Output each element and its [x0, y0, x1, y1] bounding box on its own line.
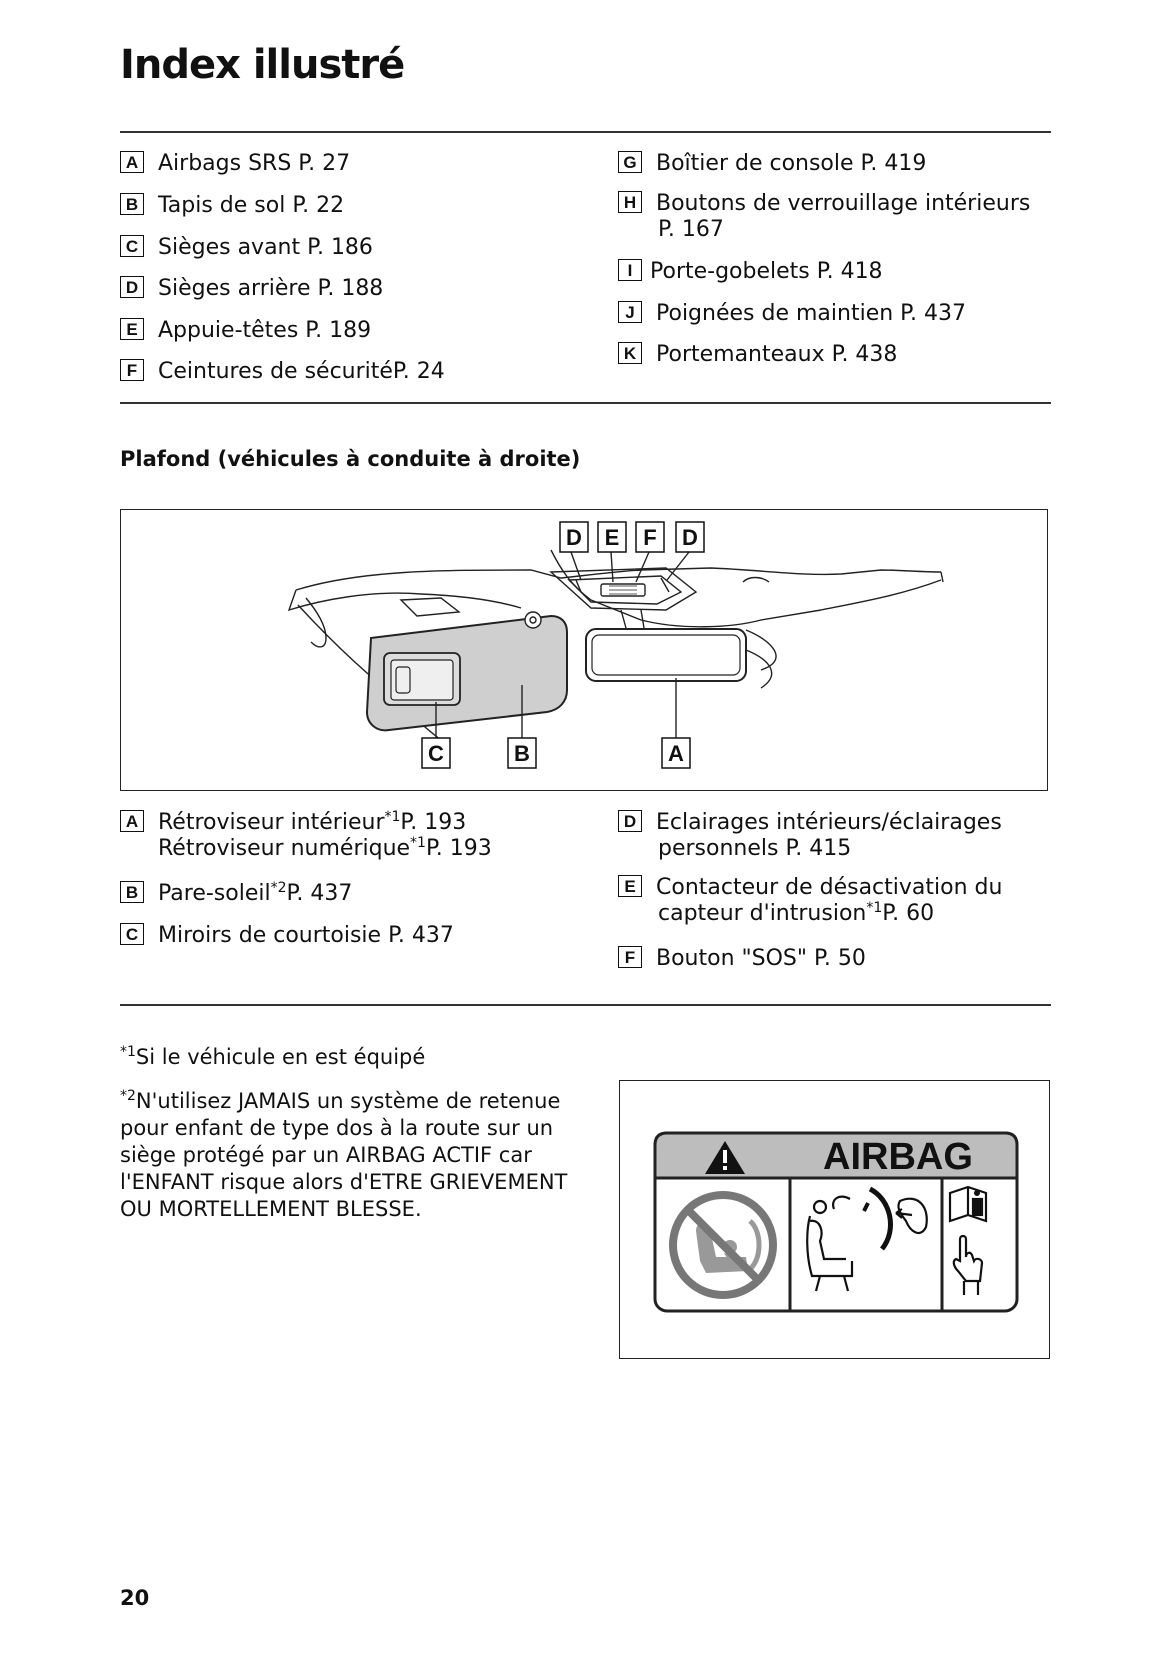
diagram-label: E [604, 525, 620, 550]
index-item-text: Boîtier de console P. 419 [656, 151, 927, 176]
ceiling-item-text: Miroirs de courtoisie P. 437 [158, 923, 454, 948]
key-badge: D [120, 276, 144, 298]
key-badge: F [618, 946, 642, 968]
ceiling-diagram [120, 509, 1048, 791]
index-item-text: Portemanteaux P. 438 [656, 342, 898, 367]
footnote-mark: *1 [410, 835, 426, 851]
airbag-warning-label [619, 1080, 1050, 1359]
footnote-1 [120, 1044, 570, 1071]
ceiling-item-text: Bouton "SOS" P. 50 [656, 946, 866, 971]
index-item [120, 318, 371, 344]
diagram-label: F [643, 525, 657, 550]
page-ref: P. 437 [286, 881, 353, 906]
index-item [120, 359, 445, 385]
footnote-text: N'utilisez JAMAIS un système de retenue pour enfant de type dos à la route sur un siège protégé par un AIRBAG ACTIF car l'ENFANT risque alors d'ETRE GRIEVEMENT OU MORTELLEMENT BLESSE. [120, 1089, 568, 1221]
ceiling-item-d [618, 810, 1002, 862]
index-item-text: Porte-gobelets P. 418 [650, 259, 883, 284]
diagram-label: D [566, 525, 582, 550]
key-badge: C [120, 923, 144, 945]
footnote-mark: *1 [120, 1044, 136, 1060]
key-badge: J [618, 301, 642, 323]
no-rear-facing-child-seat-icon [673, 1195, 773, 1295]
index-item-text: Appuie-têtes P. 189 [158, 318, 372, 343]
index-item [120, 151, 350, 177]
footnote-mark: *2 [120, 1088, 136, 1104]
airbag-label-graphic [620, 1081, 1049, 1358]
index-item-text-cont: P. 167 [658, 217, 724, 242]
diagram-label: C [428, 741, 444, 766]
index-item-text: Sièges avant P. 186 [158, 235, 373, 260]
ceiling-item-text: Rétroviseur numérique [158, 836, 411, 861]
ceiling-item-a [120, 810, 492, 862]
ceiling-item-e [618, 875, 1002, 927]
page-ref: P. 193 [400, 810, 467, 835]
key-badge: A [120, 810, 144, 832]
footnote-2 [120, 1088, 570, 1223]
index-item-text: Ceintures de sécuritéP. 24 [158, 359, 445, 384]
index-item-text: Airbags SRS P. 27 [158, 151, 351, 176]
divider [120, 402, 1051, 404]
index-item [618, 301, 966, 327]
index-item [618, 151, 926, 177]
divider [120, 1004, 1051, 1006]
divider [120, 131, 1051, 133]
index-item [618, 342, 897, 368]
index-item [120, 235, 373, 261]
ceiling-item-line2 [618, 901, 1002, 927]
ceiling-item-f [618, 946, 866, 972]
ceiling-item-text-cont: personnels P. 415 [658, 836, 852, 861]
diagram-label: B [514, 741, 530, 766]
index-item-text: Poignées de maintien P. 437 [656, 301, 966, 326]
key-badge: A [120, 151, 144, 173]
page-number: 20 [120, 1586, 150, 1610]
diagram-label: D [682, 525, 698, 550]
footnote-mark: *1 [384, 809, 401, 825]
page-ref: P. 60 [882, 901, 935, 926]
index-item [120, 276, 383, 302]
key-badge: B [120, 193, 144, 215]
ceiling-item-b [120, 881, 352, 907]
ceiling-item-line2 [120, 836, 492, 862]
diagram-label: A [668, 741, 684, 766]
index-item-text: Boutons de verrouillage intérieurs [656, 191, 1031, 216]
ceiling-item-text: Contacteur de désactivation du [656, 875, 1003, 900]
footnote-mark: *1 [866, 900, 883, 916]
footnote-mark: *2 [270, 880, 287, 896]
index-item [618, 191, 1030, 243]
key-badge: F [120, 359, 144, 381]
footnote-text: Si le véhicule en est équipé [135, 1045, 426, 1069]
index-item-text: Tapis de sol P. 22 [158, 193, 345, 218]
index-item [120, 193, 344, 219]
key-badge: B [120, 881, 144, 903]
key-badge: G [618, 151, 642, 173]
key-badge: D [618, 810, 642, 832]
page-ref: P. 193 [425, 836, 492, 861]
key-badge: E [618, 875, 642, 897]
key-badge: E [120, 318, 144, 340]
index-item [618, 259, 883, 285]
key-badge: H [618, 191, 642, 213]
key-badge: I [618, 259, 642, 281]
ceiling-item-c [120, 923, 454, 949]
airbag-label-heading: AIRBAG [823, 1136, 973, 1178]
ceiling-item-text: Pare-soleil [158, 881, 271, 906]
key-badge: C [120, 235, 144, 257]
index-item-text: Sièges arrière P. 188 [158, 276, 384, 301]
ceiling-item-text: Rétroviseur intérieur [158, 810, 385, 835]
ceiling-item-text: capteur d'intrusion [658, 901, 867, 926]
key-badge: K [618, 342, 642, 364]
ceiling-illustration [121, 510, 1047, 790]
page-title: Index illustré [120, 42, 405, 88]
ceiling-item-text: Eclairages intérieurs/éclairages [656, 810, 1002, 835]
section-title: Plafond (véhicules à conduite à droite) [120, 447, 581, 471]
